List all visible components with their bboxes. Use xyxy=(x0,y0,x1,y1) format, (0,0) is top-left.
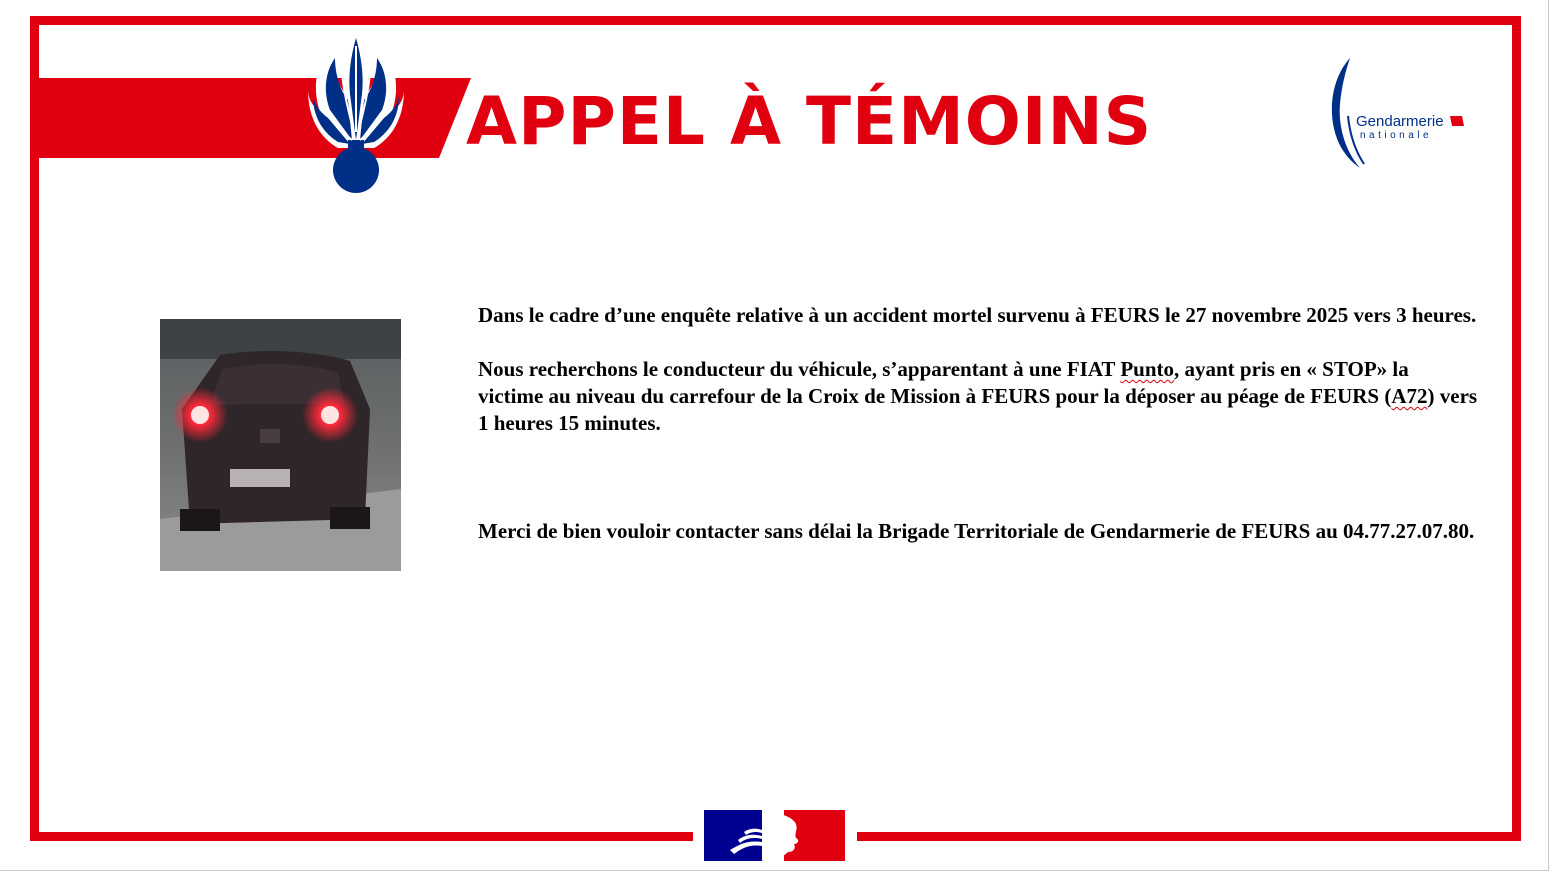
grenade-flame-emblem-icon xyxy=(308,32,404,194)
paragraph-search xyxy=(478,356,1478,437)
gendarmerie-nationale-logo-icon xyxy=(1326,56,1476,172)
search-text-part2: , ayant pris en « STOP» la victime au niveau du carrefour de la Croix de Mission à FEURS pour la déposer au péage de FEURS ( xyxy=(478,357,1409,408)
republique-francaise-marianne-logo-icon xyxy=(704,810,845,861)
red-frame-bottom-right xyxy=(857,832,1521,841)
red-frame-bottom-left xyxy=(30,832,693,841)
car-rear-cctv-photo-icon xyxy=(160,319,401,571)
paragraph-context: Dans le cadre d’une enquête relative à un accident mortel survenu à FEURS le 27 novembre 2025 vers 3 heures. xyxy=(478,303,1477,327)
paragraph-contact: Merci de bien vouloir contacter sans délai la Brigade Territoriale de Gendarmerie de FEURS au 04.77.27.07.80. xyxy=(478,519,1475,543)
appeal-text xyxy=(478,302,1478,545)
word-punto: Punto xyxy=(1120,357,1174,381)
logo-text-gendarmerie: Gendarmerie xyxy=(1356,113,1444,130)
search-text-part3: ) vers 1 heures 15 minutes. xyxy=(478,384,1478,435)
logo-text-nationale: nationale xyxy=(1360,130,1433,141)
title-red-band xyxy=(39,78,471,158)
page-title: APPEL À TÉMOINS xyxy=(466,83,1153,160)
word-a72: A72 xyxy=(1391,384,1428,408)
search-text-part1: Nous recherchons le conducteur du véhicule, s’apparentant à une FIAT xyxy=(478,357,1121,381)
